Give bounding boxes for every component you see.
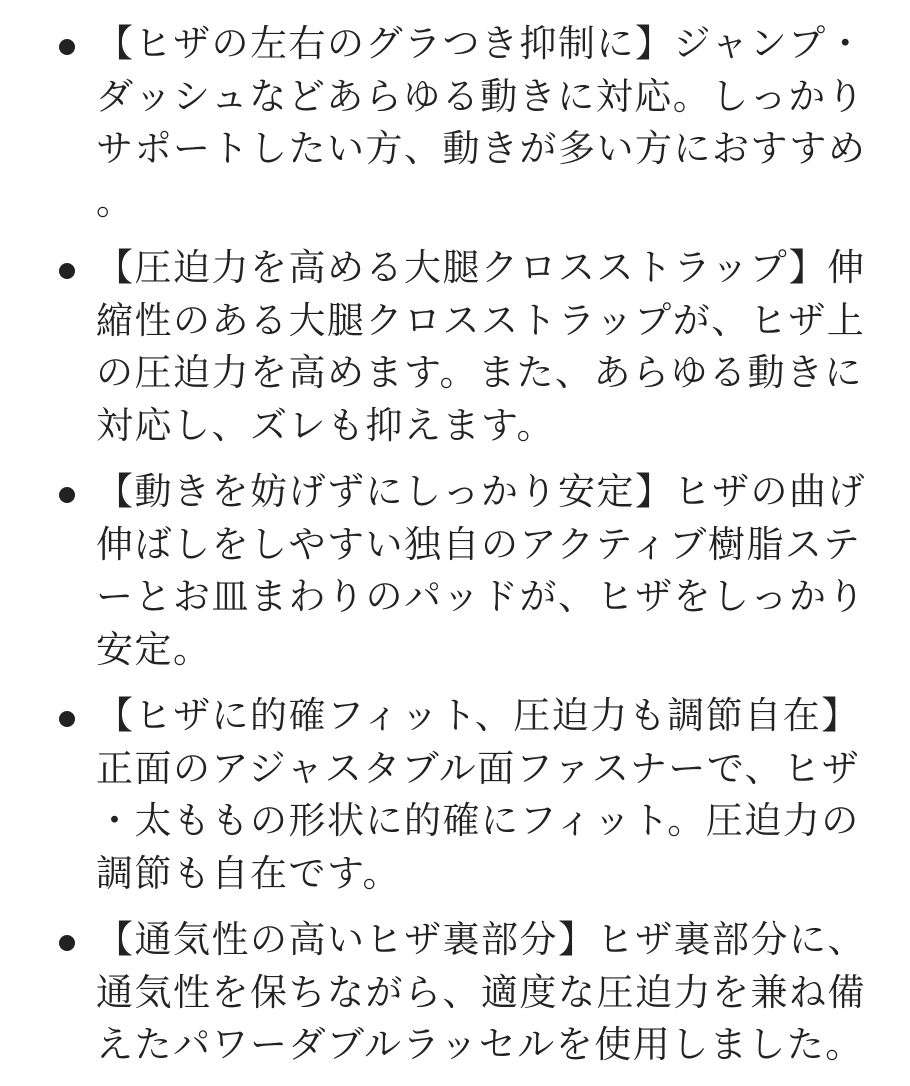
bullet-icon	[59, 39, 75, 55]
feature-text: 【動きを妨げずにしっかり安定】ヒザの曲げ伸ばしをしやすい独自のアクティブ樹脂ステーとお皿まわりのパッドが、ヒザをしっかり安定。	[96, 470, 866, 671]
feature-item-ventilation	[0, 914, 910, 1072]
feature-item-fit	[0, 690, 910, 900]
feature-text: 【ヒザの左右のグラつき抑制に】ジャンプ・ダッシュなどあらゆる動きに対応。しっかりサポートしたい方、動きが多い方におすすめ。	[96, 22, 867, 223]
feature-text: 【ヒザに的確フィット、圧迫力も調節自在】正面のアジャスタブル面ファスナーで、ヒザ・太ももの形状に的確にフィット。圧迫力の調節も自在です。	[96, 694, 861, 895]
bullet-icon	[59, 935, 75, 951]
bullet-icon	[59, 711, 75, 727]
feature-item-thigh-strap	[0, 242, 910, 452]
feature-list	[0, 18, 910, 1086]
feature-item-grip	[0, 18, 910, 228]
bullet-icon	[59, 263, 75, 279]
bullet-icon	[59, 487, 75, 503]
feature-text: 【圧迫力を高める大腿クロスストラップ】伸縮性のある大腿クロスストラップが、ヒザ上の圧迫力を高めます。また、あらゆる動きに対応し、ズレも抑えます。	[96, 246, 866, 447]
feature-item-stability	[0, 466, 910, 676]
feature-text: 【通気性の高いヒザ裏部分】ヒザ裏部分に、通気性を保ちながら、適度な圧迫力を兼ね備えたパワーダブルラッセルを使用しました。	[96, 918, 866, 1066]
